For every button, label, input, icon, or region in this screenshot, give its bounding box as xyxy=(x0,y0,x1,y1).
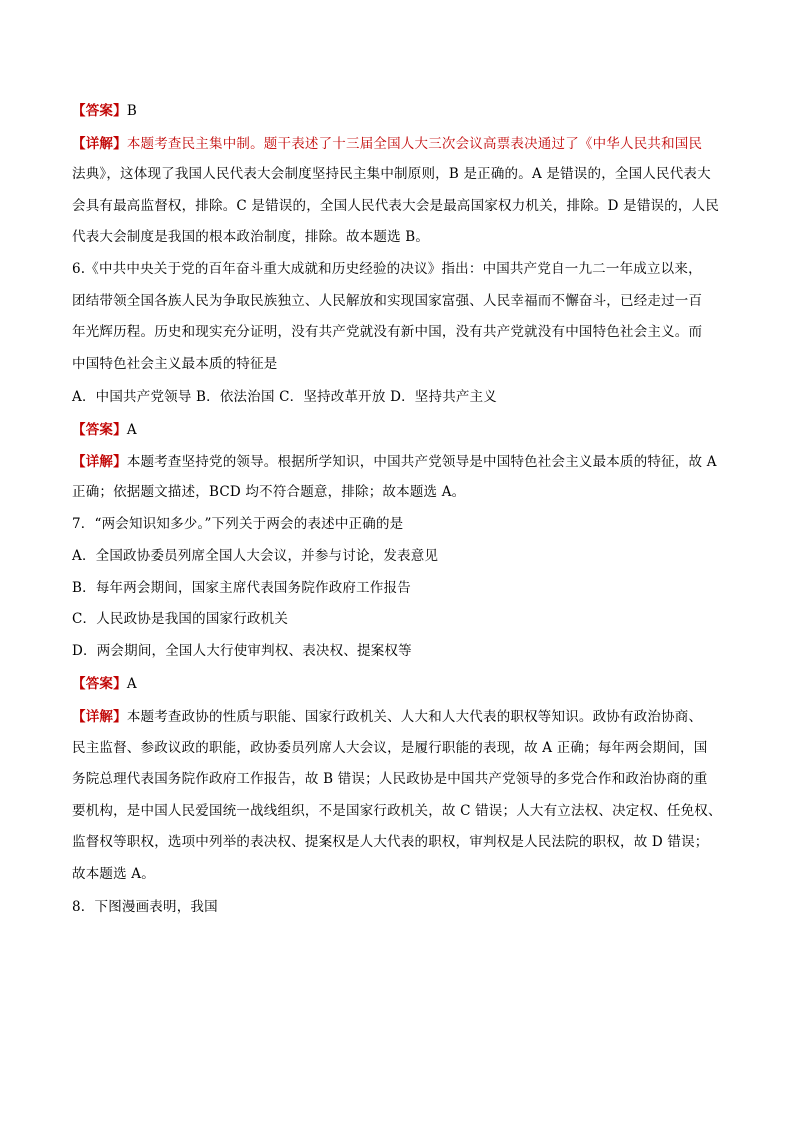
q5-answer-line xyxy=(72,101,137,121)
q5-detail-line-3 xyxy=(72,196,719,216)
detail-text: 监督权等职权，选项中列举的表决权、提案权是人大代表的职权，审判权是人民法院的职权，故 D 错误； xyxy=(72,834,709,850)
q6-answer-line xyxy=(72,420,137,440)
detail-text: 本题考查政协的性质与职能、国家行政机关、人大和人大代表的职权等知识。政协有政治协商、 xyxy=(126,709,703,725)
detail-tag: 【详解】 xyxy=(72,454,127,470)
q6-stem-line-3 xyxy=(72,322,702,342)
q7-detail-line-3 xyxy=(72,769,708,789)
q7-option-a xyxy=(72,546,438,566)
option-text: C．人民政协是我国的国家行政机关 xyxy=(72,611,289,627)
q5-detail-line-2 xyxy=(72,164,711,184)
answer-value: A xyxy=(126,676,137,692)
q7-detail-line-1 xyxy=(72,707,702,727)
answer-tag: 【答案】 xyxy=(72,676,127,692)
answer-value: B xyxy=(126,103,137,119)
detail-text: 会具有最高监督权，排除。C 是错误的，全国人民代表大会是最高国家权力机关，排除。D 是错误的，人民 xyxy=(72,198,720,214)
option-text: B．每年两会期间，国家主席代表国务院作政府工作报告 xyxy=(72,580,411,596)
detail-text: 民主监督、参政议政的职能，政协委员列席人大会议，是履行职能的表现，故 A 正确；每年两会期间，国 xyxy=(72,740,708,756)
question-text: 7．“两会知识知多少。”下列关于两会的表述中正确的是 xyxy=(72,516,404,532)
q7-stem xyxy=(72,514,403,534)
q8-stem xyxy=(72,897,218,917)
q6-detail-line-1 xyxy=(72,452,717,472)
detail-text: 法典》，这体现了我国人民代表大会制度坚持民主集中制原则，B 是正确的。A 是错误的，全国人民代表大 xyxy=(72,166,711,182)
q7-detail-line-2 xyxy=(72,738,707,758)
q7-answer-line xyxy=(72,674,137,694)
q6-stem-line-2 xyxy=(72,291,702,311)
detail-tag: 【详解】 xyxy=(72,709,127,725)
options-text: A．中国共产党领导 B．依法治国 C．坚持改革开放 D．坚持共产主义 xyxy=(72,389,497,405)
q7-detail-line-6 xyxy=(72,864,155,884)
detail-text: 要机构，是中国人民爱国统一战线组织，不是国家行政机关，故 C 错误；人大有立法权、决定权、任免权、 xyxy=(72,803,722,819)
option-text: D．两会期间，全国人大行使审判权、表决权、提案权等 xyxy=(72,643,412,659)
q5-detail-line-1 xyxy=(72,134,702,154)
detail-text: 本题考查民主集中制。题干表述了十三届全国人大三次会议高票表决通过了《中华人民共和国民 xyxy=(126,136,703,152)
detail-text: 正确；依据题文描述，BCD 均不符合题意，排除；故本题选 A。 xyxy=(72,484,466,500)
q7-option-b xyxy=(72,578,411,598)
q6-options xyxy=(72,387,497,407)
detail-tag: 【详解】 xyxy=(72,136,127,152)
option-text: A．全国政协委员列席全国人大会议，并参与讨论，发表意见 xyxy=(72,548,439,564)
detail-text: 代表大会制度是我国的根本政治制度，排除。故本题选 B。 xyxy=(72,229,430,245)
answer-tag: 【答案】 xyxy=(72,103,127,119)
detail-text: 务院总理代表国务院作政府工作报告，故 B 错误；人民政协是中国共产党领导的多党合作和政治协商的重 xyxy=(72,771,708,787)
q6-stem-line-1 xyxy=(72,259,702,279)
q6-stem-line-4 xyxy=(72,354,278,374)
answer-value: A xyxy=(126,422,137,438)
detail-text: 本题考查坚持党的领导。根据所学知识，中国共产党领导是中国特色社会主义最本质的特征，故 A xyxy=(126,454,717,470)
question-text: 中国特色社会主义最本质的特征是 xyxy=(72,356,278,372)
question-text: 团结带领全国各族人民为争取民族独立、人民解放和实现国家富强、人民幸福而不懈奋斗，已经走过一百 xyxy=(72,293,703,309)
q7-option-d xyxy=(72,641,412,661)
q6-detail-line-2 xyxy=(72,482,465,502)
question-text: 年光辉历程。历史和现实充分证明，没有共产党就没有新中国，没有共产党就没有中国特色社会主义。而 xyxy=(72,324,703,340)
q5-detail-line-4 xyxy=(72,227,429,247)
q7-option-c xyxy=(72,609,288,629)
q7-detail-line-4 xyxy=(72,801,722,821)
answer-tag: 【答案】 xyxy=(72,422,127,438)
question-text: 8．下图漫画表明，我国 xyxy=(72,899,218,915)
q7-detail-line-5 xyxy=(72,832,709,852)
question-text: 6.《中共中央关于党的百年奋斗重大成就和历史经验的决议》指出：中国共产党自一九二一年成立以来， xyxy=(72,261,702,277)
detail-text: 故本题选 A。 xyxy=(72,866,155,882)
